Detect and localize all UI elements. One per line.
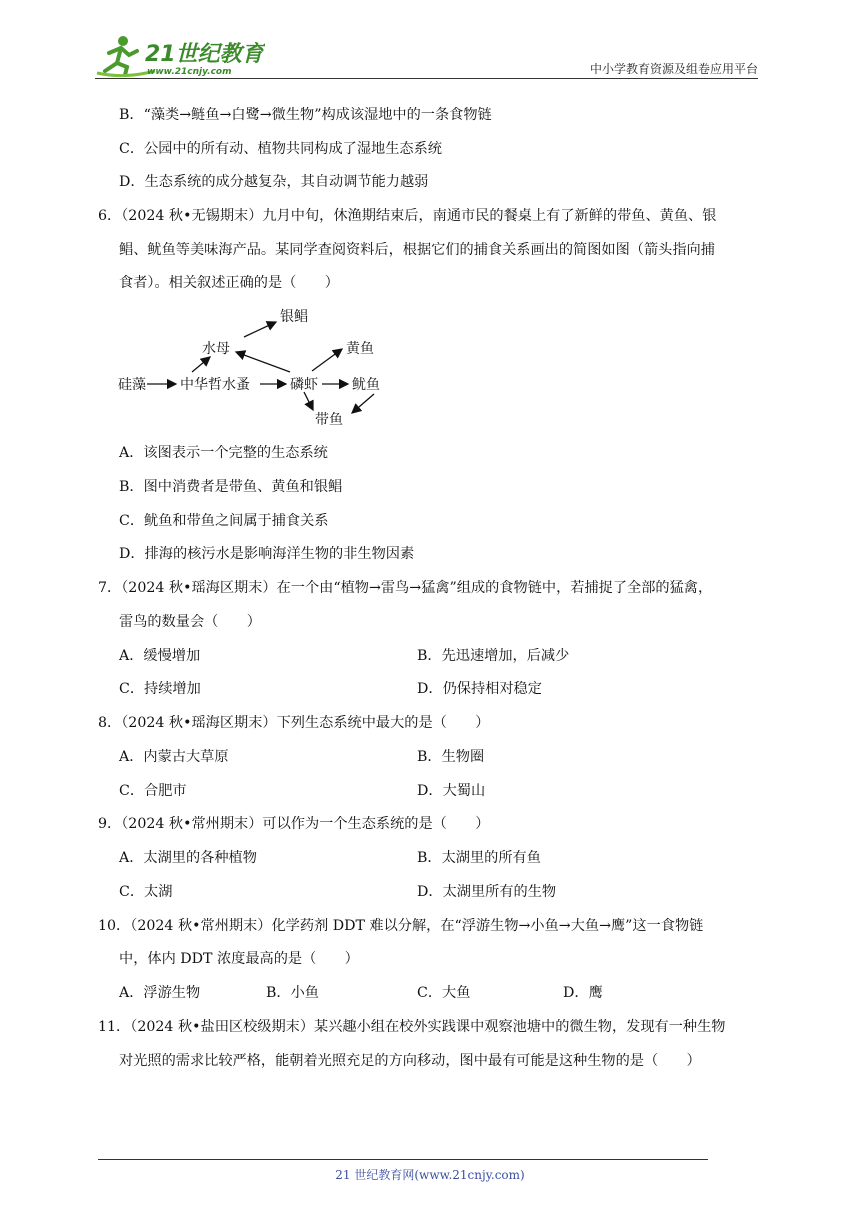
q10-stem-line2: 中，体内 DDT 浓度最高的是（ ） xyxy=(119,951,359,967)
q6-option-c: C．鱿鱼和带鱼之间属于捕食关系 xyxy=(119,513,329,529)
option-prev-c: C．公园中的所有动、植物共同构成了湿地生态系统 xyxy=(119,141,442,157)
option-prev-d: D．生态系统的成分越复杂，其自动调节能力越弱 xyxy=(119,174,429,190)
q6-stem-line1: 6．（2024 秋•无锡期末）九月中旬，休渔期结束后，南通市民的餐桌上有了新鲜的带鱼、黄鱼、银 xyxy=(98,208,717,224)
header-divider xyxy=(95,78,758,79)
q9-option-d: D．太湖里所有的生物 xyxy=(417,884,557,900)
q8-option-d: D．大蜀山 xyxy=(417,783,486,799)
footer-divider xyxy=(98,1159,708,1160)
q9-stem: 9．（2024 秋•常州期末）可以作为一个生态系统的是（ ） xyxy=(98,816,490,832)
q7-stem-line2: 雷鸟的数量会（ ） xyxy=(119,614,261,630)
q7-option-a: A．缓慢增加 xyxy=(119,648,201,664)
node-krill: 磷虾 xyxy=(290,377,318,393)
arrow-krill-croaker xyxy=(312,349,342,371)
q9-option-c: C．太湖 xyxy=(119,884,173,900)
q11-stem-line2: 对光照的需求比较严格，能朝着光照充足的方向移动，图中最有可能是这种生物的是（ ） xyxy=(119,1053,701,1069)
q8-stem: 8．（2024 秋•瑶海区期末）下列生态系统中最大的是（ ） xyxy=(98,715,490,731)
platform-title: 中小学教育资源及组卷应用平台 xyxy=(589,62,758,76)
q8-option-c: C．合肥市 xyxy=(119,783,187,799)
q6-option-b: B．图中消费者是带鱼、黄鱼和银鲳 xyxy=(119,479,343,495)
q9-option-b: B．太湖里的所有鱼 xyxy=(417,850,541,866)
node-squid: 鱿鱼 xyxy=(352,377,380,393)
q8-option-b: B．生物圈 xyxy=(417,749,485,765)
q10-option-c: C．大鱼 xyxy=(417,985,471,1001)
arrow-calanus-jellyfish xyxy=(192,357,210,372)
q6-stem-line2: 鲳、鱿鱼等美味海产品。某同学查阅资料后，根据它们的捕食关系画出的简图如图（箭头指向捕 xyxy=(119,242,715,258)
q10-option-b: B．小鱼 xyxy=(266,985,319,1001)
q9-option-a: A．太湖里的各种植物 xyxy=(119,850,257,866)
footer-text: 21 世纪教育网(www.21cnjy.com) xyxy=(335,1168,525,1182)
q10-option-a: A．浮游生物 xyxy=(119,985,201,1001)
node-hairtail: 带鱼 xyxy=(315,412,343,428)
food-web-diagram xyxy=(112,300,392,434)
arrow-krill-hairtail xyxy=(304,392,313,410)
node-calanus: 中华哲水蚤 xyxy=(180,377,250,393)
logo-text: 21世纪教育 xyxy=(145,42,264,67)
node-pomfret: 银鲳 xyxy=(280,309,308,325)
q6-option-d: D．排海的核污水是影响海洋生物的非生物因素 xyxy=(119,546,415,562)
q10-option-d: D．鹰 xyxy=(563,985,603,1001)
node-diatom: 硅藻 xyxy=(118,377,146,393)
q7-option-d: D．仍保持相对稳定 xyxy=(417,681,542,697)
node-yellow-croaker: 黄鱼 xyxy=(346,341,374,357)
q10-stem-line1: 10．（2024 秋•常州期末）化学药剂 DDT 难以分解，在“浮游生物→小鱼→大鱼→鹰”这一食物链 xyxy=(98,918,704,934)
site-logo xyxy=(95,33,265,79)
logo-url: www.21cnjy.com xyxy=(147,67,232,77)
q8-option-a: A．内蒙古大草原 xyxy=(119,749,229,765)
node-jellyfish: 水母 xyxy=(202,341,230,357)
q11-stem-line1: 11．（2024 秋•盐田区校级期末）某兴趣小组在校外实践课中观察池塘中的微生物，发现有一种生物 xyxy=(98,1019,726,1035)
q7-option-b: B．先迅速增加，后减少 xyxy=(417,648,570,664)
option-prev-b: B．“藻类→鲢鱼→白鹭→微生物”构成该湿地中的一条食物链 xyxy=(119,107,492,123)
q7-option-c: C．持续增加 xyxy=(119,681,201,697)
arrow-krill-jellyfish xyxy=(236,352,290,372)
q7-stem-line1: 7．（2024 秋•瑶海区期末）在一个由“植物→雷鸟→猛禽”组成的食物链中，若捕捉了全部的猛禽， xyxy=(98,580,713,596)
q6-option-a: A．该图表示一个完整的生态系统 xyxy=(119,445,328,461)
arrow-jellyfish-pomfret xyxy=(244,322,276,337)
arrow-squid-hairtail xyxy=(352,394,374,413)
q6-stem-line3: 食者）。相关叙述正确的是（ ） xyxy=(119,275,339,291)
